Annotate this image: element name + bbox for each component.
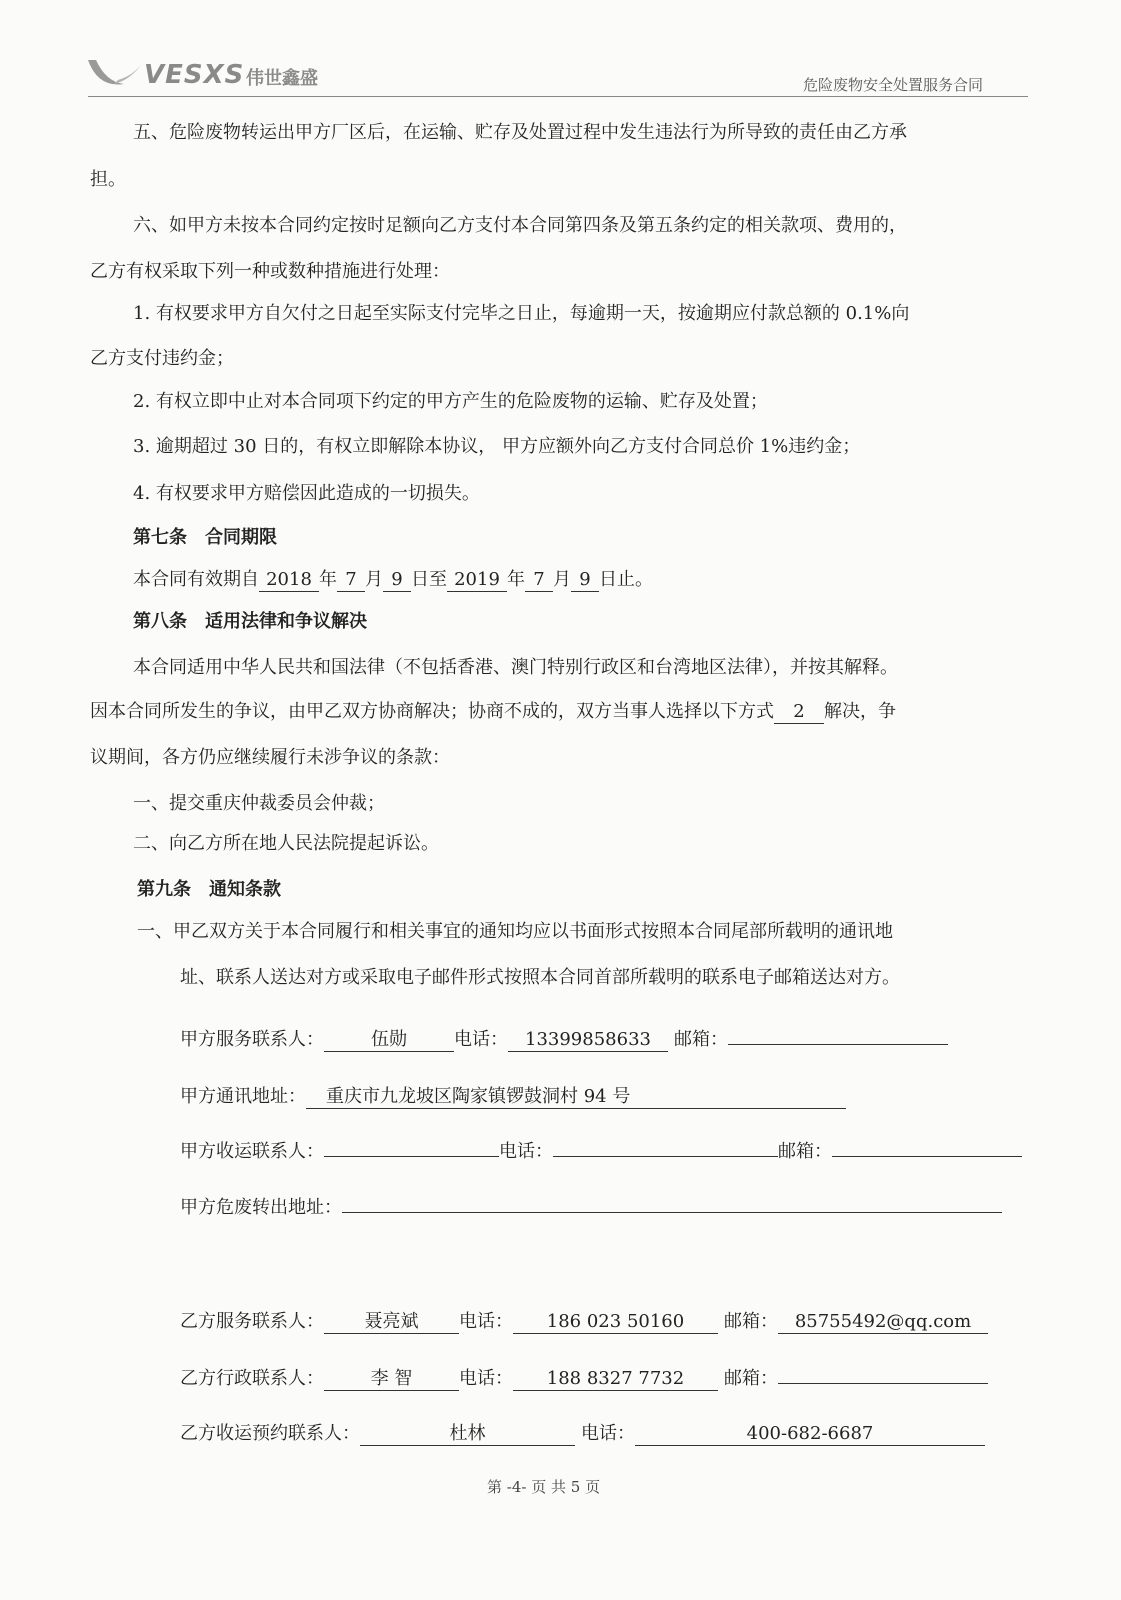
clause-5-line-1: 五、危险废物转运出甲方厂区后，在运输、贮存及处置过程中发生违法行为所导致的责任由乙方承 <box>133 122 907 143</box>
dispute-suffix: 解决，争 <box>824 701 896 722</box>
jia-collect-label: 甲方收运联系人： <box>180 1141 324 1162</box>
phone-label-3: 电话： <box>459 1311 513 1332</box>
term-suffix: 日止。 <box>599 569 653 590</box>
jia-service-contact-row <box>180 1028 948 1052</box>
yi-admin-name: 李 智 <box>324 1368 459 1391</box>
jia-address-row <box>180 1085 846 1109</box>
jia-address: 重庆市九龙坡区陶家镇锣鼓洞村 94 号 <box>306 1086 846 1109</box>
phone-label-5: 电话： <box>581 1423 635 1444</box>
yi-admin-phone: 188 8327 7732 <box>513 1368 718 1391</box>
email-label-4: 邮箱： <box>724 1368 778 1389</box>
dispute-choice: 2 <box>774 701 824 724</box>
year-char-2: 年 <box>507 569 525 590</box>
article-8-heading: 第八条 适用法律和争议解决 <box>133 611 367 632</box>
header-title: 危险废物安全处置服务合同 <box>803 76 984 94</box>
term-prefix: 本合同有效期自 <box>133 569 259 590</box>
yi-admin-email <box>778 1383 988 1384</box>
end-day: 9 <box>571 569 599 592</box>
yi-service-name: 聂亮斌 <box>324 1311 459 1334</box>
end-month: 7 <box>525 569 553 592</box>
measure-3: 3. 逾期超过 30 日的，有权立即解除本协议， 甲方应额外向乙方支付合同总价 1%违约金； <box>133 436 861 457</box>
contract-term <box>133 568 653 592</box>
article-7-heading: 第七条 合同期限 <box>133 527 277 548</box>
jia-transfer-address-row <box>180 1196 1002 1220</box>
email-label: 邮箱： <box>674 1029 728 1050</box>
dispute-prefix: 因本合同所发生的争议，由甲乙双方协商解决；协商不成的，双方当事人选择以下方式 <box>90 701 774 722</box>
clause-5-line-2: 担。 <box>90 169 126 190</box>
measure-4: 4. 有权要求甲方赔偿因此造成的一切损失。 <box>133 483 480 504</box>
start-month: 7 <box>337 569 365 592</box>
month-char: 月 <box>365 569 383 590</box>
dispute-option-2: 二、向乙方所在地人民法院提起诉讼。 <box>133 833 439 854</box>
month-char-2: 月 <box>553 569 571 590</box>
article-9-line-2: 址、联系人送达对方或采取电子邮件形式按照本合同首部所载明的联系电子邮箱送达对方。 <box>180 967 900 988</box>
yi-service-phone: 186 023 50160 <box>513 1311 718 1334</box>
article-9-heading: 第九条 通知条款 <box>137 879 281 900</box>
page-number: 第 -4- 页 共 5 页 <box>487 1478 601 1496</box>
jia-service-name: 伍勋 <box>324 1029 454 1052</box>
jia-transfer-address <box>342 1212 1002 1213</box>
jia-collect-phone <box>553 1156 778 1157</box>
year-char: 年 <box>319 569 337 590</box>
jia-collect-email <box>832 1156 1022 1157</box>
start-year: 2018 <box>259 569 319 592</box>
end-year: 2019 <box>447 569 507 592</box>
dispute-option-1: 一、提交重庆仲裁委员会仲裁； <box>133 793 385 814</box>
start-day: 9 <box>383 569 411 592</box>
jia-transfer-label: 甲方危废转出地址： <box>180 1197 342 1218</box>
jia-collect-name <box>324 1156 499 1157</box>
article-9-line-1: 一、甲乙双方关于本合同履行和相关事宜的通知均应以书面形式按照本合同尾部所载明的通讯地 <box>137 921 893 942</box>
jia-address-label: 甲方通讯地址： <box>180 1086 306 1107</box>
jia-service-phone: 13399858633 <box>508 1029 668 1052</box>
company-logo <box>84 52 334 98</box>
clause-6-line-1: 六、如甲方未按本合同约定按时足额向乙方支付本合同第四条及第五条约定的相关款项、费用的， <box>133 215 907 236</box>
yi-booking-name: 杜林 <box>360 1423 575 1446</box>
article-8-line-2 <box>90 700 896 724</box>
logo-swoosh-icon <box>84 54 144 94</box>
phone-label-4: 电话： <box>459 1368 513 1389</box>
measure-2: 2. 有权立即中止对本合同项下约定的甲方产生的危险废物的运输、贮存及处置； <box>133 391 768 412</box>
yi-admin-label: 乙方行政联系人： <box>180 1368 324 1389</box>
yi-service-contact-row <box>180 1310 988 1334</box>
jia-collect-contact-row <box>180 1140 1022 1164</box>
measure-1-line-1: 1. 有权要求甲方自欠付之日起至实际支付完毕之日止，每逾期一天，按逾期应付款总额的 0.1%向 <box>133 303 910 324</box>
logo-chinese: 伟世鑫盛 <box>246 68 318 89</box>
yi-service-email: 85755492@qq.com <box>778 1311 988 1334</box>
article-8-line-1: 本合同适用中华人民共和国法律（不包括香港、澳门特别行政区和台湾地区法律），并按其解释。 <box>133 657 898 678</box>
email-label-3: 邮箱： <box>724 1311 778 1332</box>
article-8-line-3: 议期间，各方仍应继续履行未涉争议的条款： <box>90 747 450 768</box>
to-char: 日至 <box>411 569 447 590</box>
yi-booking-label: 乙方收运预约联系人： <box>180 1423 360 1444</box>
phone-label: 电话： <box>454 1029 508 1050</box>
email-label-2: 邮箱： <box>778 1141 832 1162</box>
logo-latin: VESXS <box>144 60 245 90</box>
measure-1-line-2: 乙方支付违约金； <box>90 348 234 369</box>
yi-service-label: 乙方服务联系人： <box>180 1311 324 1332</box>
yi-booking-phone: 400-682-6687 <box>635 1423 985 1446</box>
jia-service-label: 甲方服务联系人： <box>180 1029 324 1050</box>
jia-service-email <box>728 1044 948 1045</box>
phone-label-2: 电话： <box>499 1141 553 1162</box>
header-divider <box>88 96 1028 97</box>
yi-admin-contact-row <box>180 1367 988 1391</box>
clause-6-line-2: 乙方有权采取下列一种或数种措施进行处理： <box>90 261 450 282</box>
yi-booking-contact-row <box>180 1422 985 1446</box>
